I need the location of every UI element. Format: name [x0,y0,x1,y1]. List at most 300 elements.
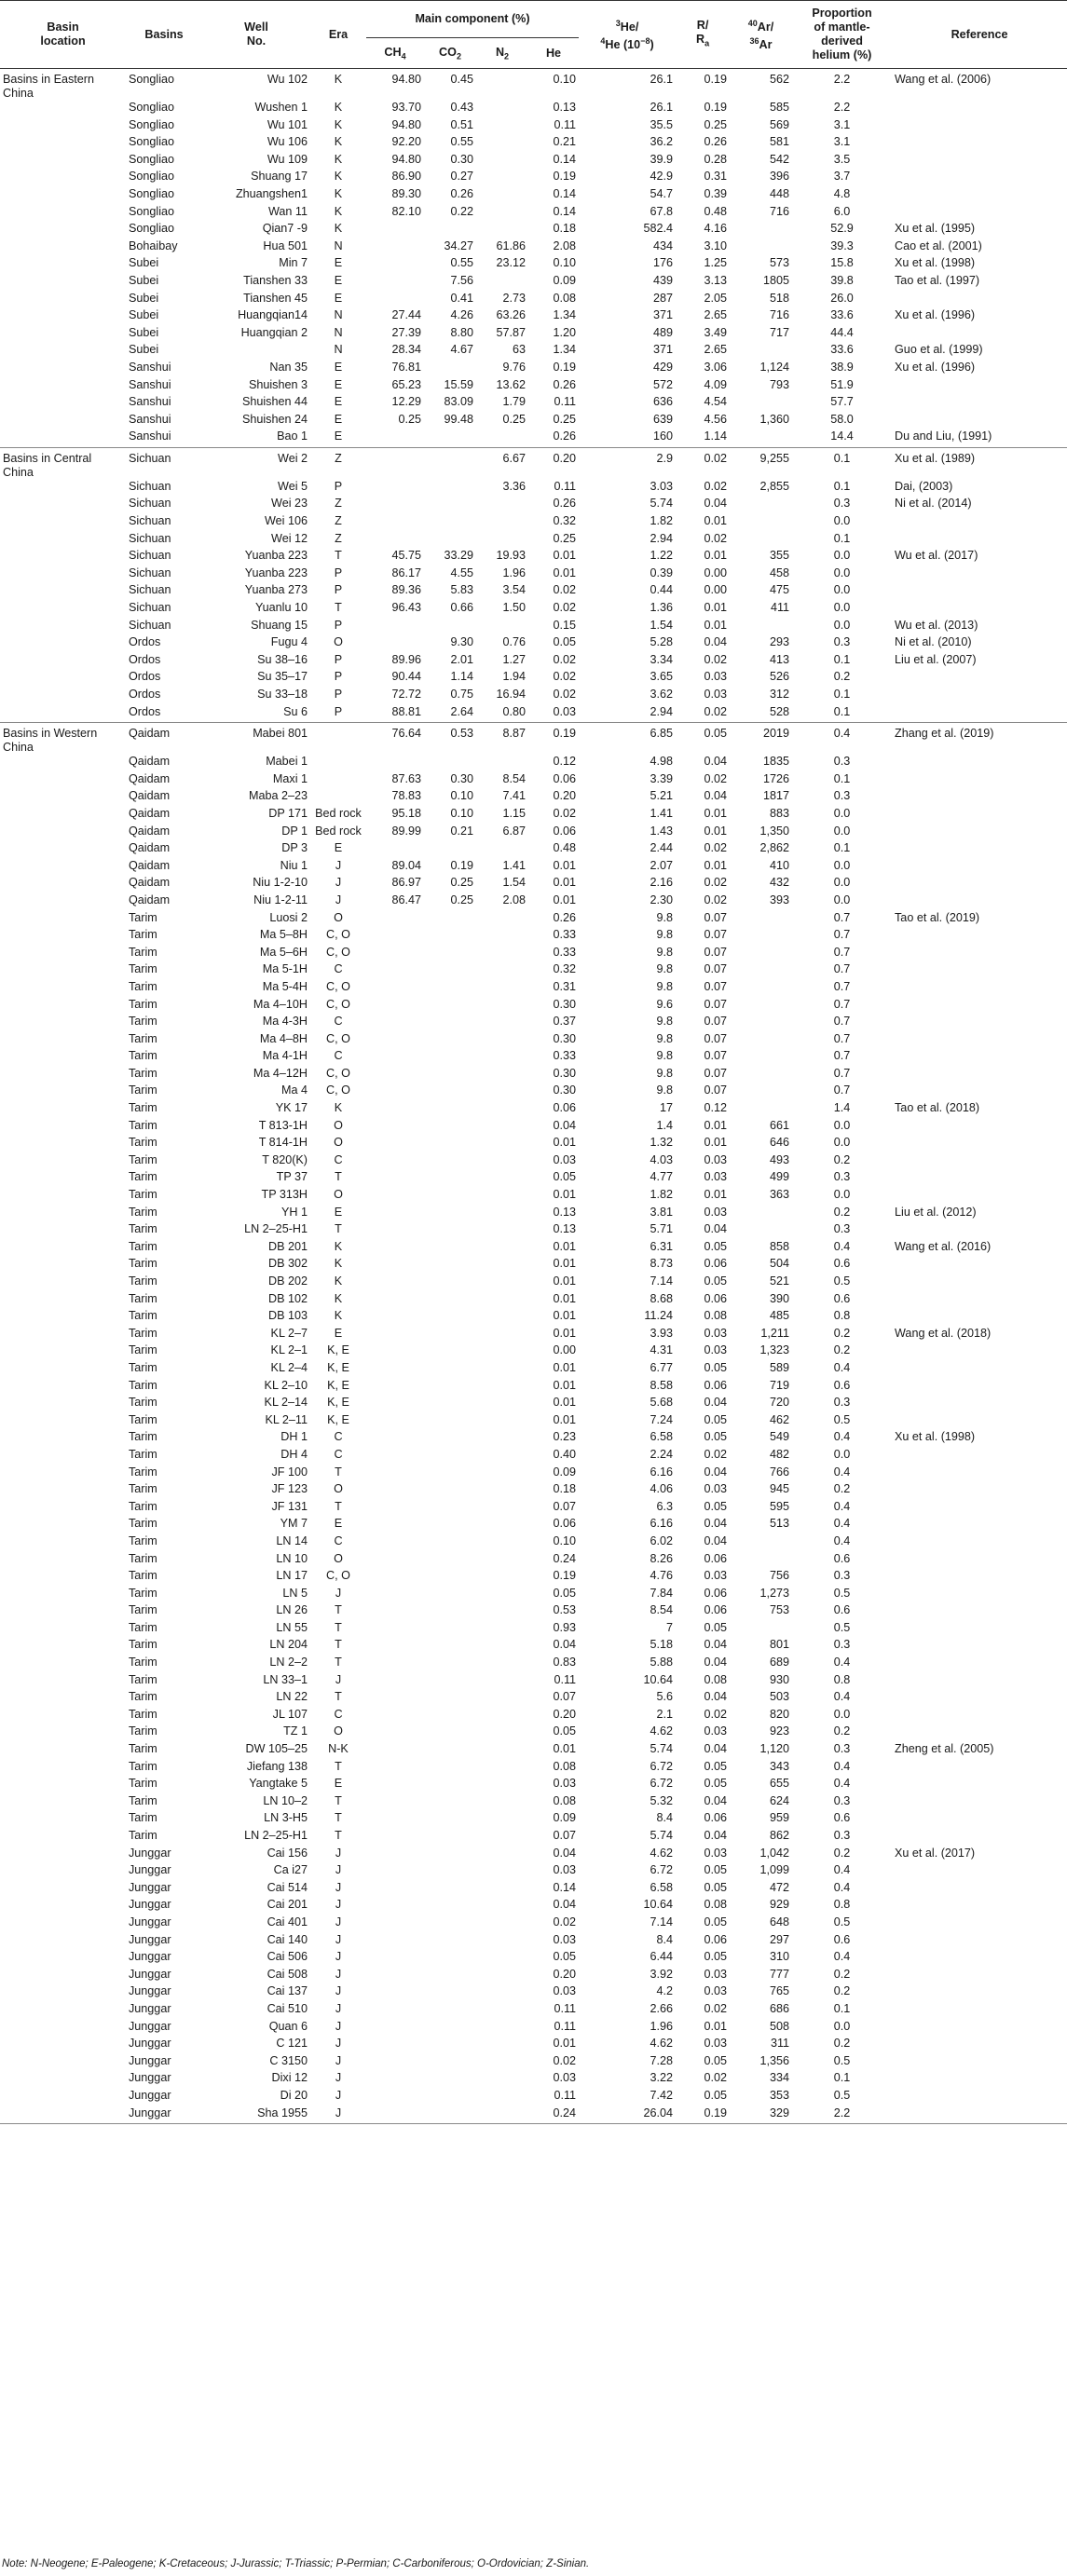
cell-he: 0.06 [553,1101,577,1115]
cell-n2: 1.50 [502,601,526,615]
cell-era: K [334,135,343,149]
cell-basin-location [0,187,126,205]
table-row [0,1863,1067,1881]
cell-basin-location [0,1829,126,1847]
cell-he: 0.37 [553,1015,577,1029]
cell-basin: Tarim [129,1118,157,1132]
cell-he: 0.01 [553,1188,577,1202]
table-row [0,789,1067,807]
cell-reference [892,1396,1067,1413]
cell-era: K [334,1101,343,1115]
cell-era: E [334,1517,343,1531]
cell-era: J [335,2019,342,2033]
cell-proportion: 0.0 [833,1707,851,1721]
cell-well-no: Su 38–16 [257,652,308,666]
cell-he: 0.19 [553,360,577,374]
cell-basin: Qaidam [129,789,171,803]
cell-reference [892,1950,1067,1968]
cell-ar-ratio: 432 [770,876,790,890]
cell-n2 [476,2089,528,2106]
cell-ch4 [366,1847,424,1864]
cell-he: 0.06 [553,824,577,838]
cell-reference [892,1136,1067,1153]
cell-reference [892,2054,1067,2072]
cell-ar-ratio: 930 [770,1672,790,1686]
cell-era: K [334,1309,343,1323]
cell-ar-ratio: 765 [770,1984,790,1998]
cell-r-ra: 0.19 [704,73,728,86]
cell-he-ratio: 3.93 [650,1326,674,1340]
cell-r-ra: 0.04 [704,635,728,649]
cell-era: E [334,377,343,391]
cell-ch4: 86.97 [391,876,421,890]
cell-he-ratio: 1.82 [650,514,674,528]
cell-reference [892,1343,1067,1361]
table-row [0,1015,1067,1032]
cell-co2 [424,1413,476,1431]
cell-era: K [334,222,343,236]
cell-proportion: 0.0 [833,514,851,528]
table-row [0,2089,1067,2106]
cell-r-ra: 0.03 [704,1967,728,1981]
cell-reference [892,1621,1067,1639]
cell-he-ratio: 3.34 [650,652,674,666]
cell-ar-ratio: 766 [770,1465,790,1479]
cell-he: 0.04 [553,1118,577,1132]
cell-era: C [334,1152,343,1166]
cell-era: K [334,186,343,200]
cell-proportion: 3.1 [833,135,851,149]
cell-he-ratio: 67.8 [650,204,674,218]
table-row [0,274,1067,292]
cell-n2 [476,2071,528,2089]
table-row [0,807,1067,825]
cell-n2 [476,514,528,532]
cell-well-no: Cai 514 [267,1880,308,1894]
cell-basin-location [0,2037,126,2054]
cell-n2 [476,1690,528,1708]
cell-co2 [424,361,476,378]
cell-he-ratio: 489 [653,325,674,339]
cell-era: T [335,1638,342,1652]
cell-basin: Tarim [129,1239,157,1253]
cell-n2 [476,2054,528,2072]
cell-basin: Tarim [129,1049,157,1063]
cell-he: 0.24 [553,2106,577,2119]
cell-r-ra: 0.04 [704,1222,728,1236]
cell-he-ratio: 6.77 [650,1360,674,1374]
cell-proportion: 0.5 [833,2088,851,2102]
cell-well-no: Su 35–17 [257,670,308,684]
table-row [0,1206,1067,1223]
cell-ch4: 12.29 [391,395,421,409]
cell-ch4: 90.44 [391,670,421,684]
table-row [0,1257,1067,1274]
cell-basin-location [0,619,126,636]
cell-co2: 0.10 [450,806,473,820]
cell-he-ratio: 4.31 [650,1343,674,1357]
cell-well-no: KL 2–14 [264,1396,308,1410]
cell-ch4 [366,1863,424,1881]
cell-reference [892,187,1067,205]
cell-he: 0.11 [554,1672,577,1686]
cell-era: P [334,688,343,701]
cell-he-ratio: 1.96 [650,2019,674,2033]
cell-he-ratio: 4.77 [650,1170,674,1184]
cell-ar-ratio: 756 [770,1569,790,1583]
cell-well-no: Ma 4–8H [259,1031,308,1045]
cell-ch4: 82.10 [391,204,421,218]
cell-basin-location [0,532,126,550]
cell-proportion: 0.4 [833,1863,851,1877]
cell-well-no: LN 3-H5 [264,1811,308,1825]
cell-reference [892,859,1067,877]
cell-r-ra: 0.12 [704,1101,728,1115]
cell-reference [892,153,1067,170]
cell-basin: Songliao [129,135,175,149]
cell-ch4 [366,1569,424,1587]
cell-ar-ratio: 689 [770,1656,790,1670]
cell-he: 0.30 [553,1031,577,1045]
cell-era: T [335,1222,342,1236]
cell-he-ratio: 9.8 [656,1066,674,1080]
cell-r-ra: 0.03 [704,688,728,701]
cell-he-ratio: 9.8 [656,1084,674,1097]
cell-ch4 [366,1240,424,1258]
cell-r-ra: 0.04 [704,1465,728,1479]
cell-co2: 0.22 [450,204,473,218]
cell-reference [892,1933,1067,1951]
cell-well-no: Nan 35 [269,360,308,374]
cell-co2 [424,841,476,859]
cell-reference: Ni et al. (2014) [895,497,972,511]
cell-r-ra: 0.04 [704,1793,728,1807]
cell-proportion: 0.7 [833,1015,851,1029]
cell-basin-location [0,1968,126,1985]
cell-reference [892,1222,1067,1240]
cell-ch4 [366,1760,424,1778]
cell-ch4 [366,256,424,274]
cell-he-ratio: 8.54 [650,1603,674,1617]
cell-reference [892,1309,1067,1327]
cell-basin-location [0,292,126,309]
cell-n2 [476,1396,528,1413]
cell-he-ratio: 5.71 [650,1222,674,1236]
cell-n2: 3.36 [502,479,526,493]
cell-reference [892,1361,1067,1379]
cell-n2: 16.94 [496,688,526,701]
cell-he: 0.20 [553,451,577,465]
cell-era [310,772,366,790]
cell-he-ratio: 5.88 [650,1656,674,1670]
cell-n2 [476,1863,528,1881]
cell-ch4 [366,1153,424,1171]
table-row [0,1811,1067,1829]
cell-well-no: YM 7 [280,1517,308,1531]
cell-co2 [424,619,476,636]
cell-basin-location [0,1794,126,1812]
cell-well-no: Yuanba 273 [244,583,308,597]
cell-proportion: 0.3 [833,497,851,511]
cell-he-ratio: 36.2 [650,135,674,149]
cell-ch4: 94.80 [391,117,421,131]
cell-co2: 0.27 [450,170,473,184]
cell-basin-location [0,688,126,705]
table-row [0,239,1067,257]
cell-basin: Tarim [129,1152,157,1166]
cell-proportion: 0.7 [833,997,851,1011]
cell-reference [892,2106,1067,2124]
cell-proportion: 0.1 [833,479,851,493]
cell-ar-ratio: 862 [770,1829,790,1842]
table-row [0,101,1067,118]
cell-era: N-K [328,1742,349,1756]
cell-he-ratio: 371 [653,308,674,322]
cell-era: J [335,1932,342,1946]
cell-well-no: Cai 506 [267,1950,308,1964]
cell-r-ra: 4.16 [704,222,728,236]
cell-basin-location [0,1517,126,1534]
cell-r-ra: 0.02 [704,704,728,718]
cell-co2 [424,1777,476,1794]
cell-ar-ratio: 595 [770,1499,790,1513]
cell-well-no: Ca i27 [273,1863,308,1877]
cell-basin: Tarim [129,1533,157,1547]
cell-well-no: Yuanba 223 [244,549,308,563]
cell-he-ratio: 4.98 [650,755,674,769]
cell-era: T [335,1793,342,1807]
cell-r-ra: 0.01 [704,618,728,632]
cell-proportion: 0.2 [833,1343,851,1357]
cell-proportion: 0.8 [833,1672,851,1686]
cell-he: 0.93 [553,1620,577,1634]
table-row [0,876,1067,893]
cell-basin-location [0,928,126,946]
cell-n2 [476,1379,528,1397]
cell-he-ratio: 9.8 [656,945,674,959]
cell-basin: Tarim [129,1031,157,1045]
cell-well-no: DW 105–25 [245,1742,308,1756]
cell-he-ratio: 26.1 [650,101,674,114]
cell-ar-ratio: 923 [770,1724,790,1738]
table-row [0,1724,1067,1742]
table-row [0,1881,1067,1899]
cell-basin: Junggar [129,1898,171,1912]
cell-era: J [335,1950,342,1964]
cell-n2 [476,1708,528,1725]
cell-ch4 [366,1170,424,1188]
cell-well-no: LN 2–25-H1 [244,1829,308,1842]
cell-ar-ratio: 1835 [762,755,790,769]
cell-n2 [476,1534,528,1552]
cell-ar-ratio [730,1015,792,1032]
cell-proportion: 0.1 [833,841,851,855]
cell-n2: 1.96 [502,566,526,579]
cell-reference [892,1170,1067,1188]
cell-proportion: 0.1 [833,2071,851,2085]
cell-basin-location [0,153,126,170]
cell-co2 [424,1274,476,1292]
cell-he: 0.01 [553,1378,577,1392]
cell-r-ra: 1.14 [704,429,728,443]
cell-era: O [334,635,343,649]
cell-proportion: 0.4 [833,1430,851,1444]
cell-reference: Zhang et al. (2019) [895,727,994,741]
cell-ar-ratio [730,998,792,1015]
cell-era: E [334,1777,343,1791]
table-row [0,343,1067,361]
cell-reference [892,1863,1067,1881]
cell-basin: Tarim [129,1829,157,1842]
cell-he: 0.31 [553,979,577,993]
cell-ar-ratio: 499 [770,1170,790,1184]
cell-he: 0.02 [553,1915,577,1929]
cell-ar-ratio [730,222,792,239]
cell-he-ratio: 2.30 [650,893,674,906]
cell-ar-ratio: 503 [770,1690,790,1704]
cell-reference [892,583,1067,601]
cell-ch4 [366,1101,424,1119]
cell-co2 [424,1933,476,1951]
cell-basin-location [0,514,126,532]
cell-reference [892,1049,1067,1067]
cell-proportion: 44.4 [830,325,854,339]
cell-n2: 23.12 [496,256,526,270]
cell-basin: Tarim [129,1136,157,1150]
table-row [0,911,1067,929]
cell-he-ratio: 572 [653,377,674,391]
cell-era: Z [335,531,342,545]
cell-he-ratio: 2.94 [650,704,674,718]
cell-n2 [476,69,528,102]
cell-co2 [424,1379,476,1397]
cell-reference [892,962,1067,980]
cell-co2 [424,514,476,532]
cell-reference [892,1032,1067,1050]
table-note: Note: N-Neogene; E-Paleogene; K-Cretaceous; J-Jurassic; T-Triassic; P-Permian; C-Carboniferous; O-Ordovician; Z-Sinian. [2,2558,590,2569]
cell-he-ratio: 1.32 [650,1136,674,1150]
cell-well-no: Shuang 17 [251,170,308,184]
cell-n2 [476,1777,528,1794]
cell-era: J [335,858,342,872]
cell-era: N [334,343,343,357]
cell-r-ra: 0.01 [704,2019,728,2033]
header-reference: Reference [951,27,1008,41]
cell-ar-ratio: 820 [770,1707,790,1721]
cell-n2 [476,1638,528,1656]
cell-reference: Xu et al. (2017) [895,1846,976,1860]
table-row [0,292,1067,309]
cell-era: K [334,1257,343,1271]
cell-proportion: 0.3 [833,1222,851,1236]
cell-basin-location [0,2002,126,2020]
cell-n2 [476,497,528,514]
cell-basin-location [0,1343,126,1361]
cell-era: E [334,360,343,374]
cell-era: P [334,652,343,666]
cell-well-no: Jiefang 138 [246,1759,308,1773]
cell-r-ra: 0.19 [704,101,728,114]
table-row [0,308,1067,326]
cell-basin-location [0,1500,126,1518]
cell-n2 [476,1465,528,1483]
cell-co2: 2.01 [450,652,473,666]
cell-ch4 [366,2089,424,2106]
cell-era: P [334,566,343,579]
cell-he-ratio: 5.74 [650,1829,674,1842]
cell-basin: Subei [129,325,159,339]
cell-n2: 7.41 [502,789,526,803]
cell-reference [892,1656,1067,1673]
cell-basin: Sichuan [129,583,171,597]
cell-r-ra: 0.05 [704,1499,728,1513]
cell-proportion: 0.4 [833,1533,851,1547]
cell-he: 0.30 [553,1066,577,1080]
cell-ch4 [366,1032,424,1050]
cell-basin-location [0,1638,126,1656]
cell-era: T [335,549,342,563]
cell-reference: Tao et al. (2018) [895,1101,980,1115]
cell-basin-location [0,1170,126,1188]
cell-he-ratio: 17 [660,1101,674,1115]
cell-era: J [335,2001,342,2015]
cell-reference: Cao et al. (2001) [895,239,982,252]
cell-ch4 [366,1881,424,1899]
cell-co2 [424,1968,476,1985]
cell-proportion: 0.3 [833,755,851,769]
cell-r-ra: 2.65 [704,308,728,322]
table-row [0,1188,1067,1206]
cell-he-ratio: 2.24 [650,1447,674,1461]
cell-proportion: 52.9 [830,222,854,236]
cell-basin-location [0,1534,126,1552]
cell-reference: Xu et al. (1998) [895,256,976,270]
cell-he-ratio: 7 [666,1620,674,1634]
cell-well-no: Niu 1-2-10 [253,876,308,890]
cell-ch4: 27.44 [391,308,421,322]
cell-reference: Wu et al. (2017) [895,549,978,563]
cell-reference: Xu et al. (1996) [895,308,976,322]
cell-r-ra: 0.01 [704,824,728,838]
cell-n2 [476,1968,528,1985]
cell-reference [892,1465,1067,1483]
cell-r-ra: 0.02 [704,479,728,493]
table-row [0,1032,1067,1050]
cell-proportion: 0.0 [833,806,851,820]
cell-basin: Tarim [129,1188,157,1202]
cell-well-no: Shuishen 3 [248,377,308,391]
cell-he: 0.01 [553,1742,577,1756]
table-row [0,1915,1067,1933]
cell-basin-location [0,1898,126,1915]
cell-well-no: LN 2–25-H1 [244,1222,308,1236]
cell-he-ratio: 4.62 [650,1846,674,1860]
cell-reference [892,1517,1067,1534]
cell-ch4: 87.63 [391,771,421,785]
cell-ar-ratio: 485 [770,1309,790,1323]
cell-basin-location [0,1863,126,1881]
cell-well-no: Mabei 1 [266,755,308,769]
cell-he: 0.83 [553,1656,577,1670]
cell-co2 [424,911,476,929]
table-row [0,1777,1067,1794]
cell-ar-ratio: 716 [770,308,790,322]
cell-reference: Du and Liu, (1991) [895,429,992,443]
cell-reference [892,1274,1067,1292]
cell-basin-location [0,876,126,893]
table-row [0,1690,1067,1708]
cell-basin: Junggar [129,1967,171,1981]
